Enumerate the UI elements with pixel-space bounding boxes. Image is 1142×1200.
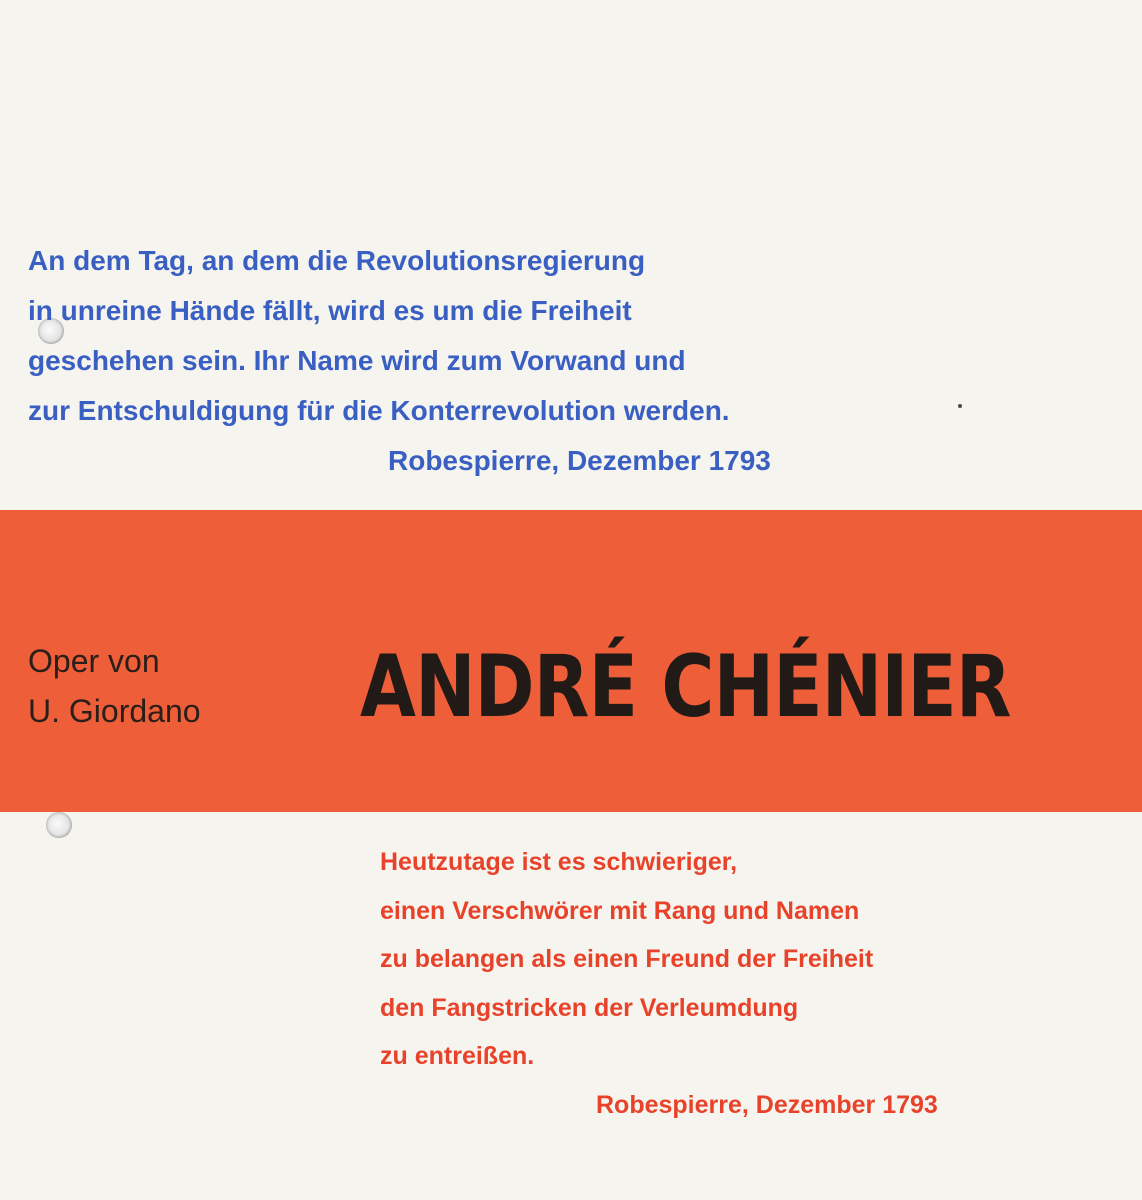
bottom-quote-line: zu entreißen. [380, 1042, 535, 1070]
top-quote-line: in unreine Hände fällt, wird es um die Freiheit [28, 295, 632, 326]
bottom-quote-line: den Fangstricken der Verleumdung [380, 993, 799, 1022]
bottom-quote-line: Heutzutage ist es schwieriger, [380, 848, 738, 876]
top-quote-attribution: Robespierre, Dezember 1793 [388, 445, 771, 476]
composer-line: Oper von [28, 643, 160, 679]
bottom-quote-line: zu belangen als einen Freund der Freiheit [380, 945, 874, 973]
bottom-quote [380, 838, 1080, 1129]
bottom-quote-attribution: Robespierre, Dezember 1793 [596, 1090, 938, 1119]
composer-credit [28, 636, 201, 736]
opera-title: ANDRÉ CHÉNIER [360, 637, 1011, 737]
punch-hole [46, 812, 72, 838]
top-quote [28, 236, 888, 486]
top-quote-line: zur Entschuldigung für die Konterrevolution werden. [28, 395, 730, 426]
bottom-quote-line: einen Verschwörer mit Rang und Namen [380, 896, 860, 925]
composer-name: U. Giordano [28, 693, 201, 729]
top-quote-line: geschehen sein. Ihr Name wird zum Vorwand und [28, 345, 686, 376]
paper-speck [958, 404, 962, 408]
top-quote-line: An dem Tag, an dem die Revolutionsregierung [28, 245, 646, 276]
